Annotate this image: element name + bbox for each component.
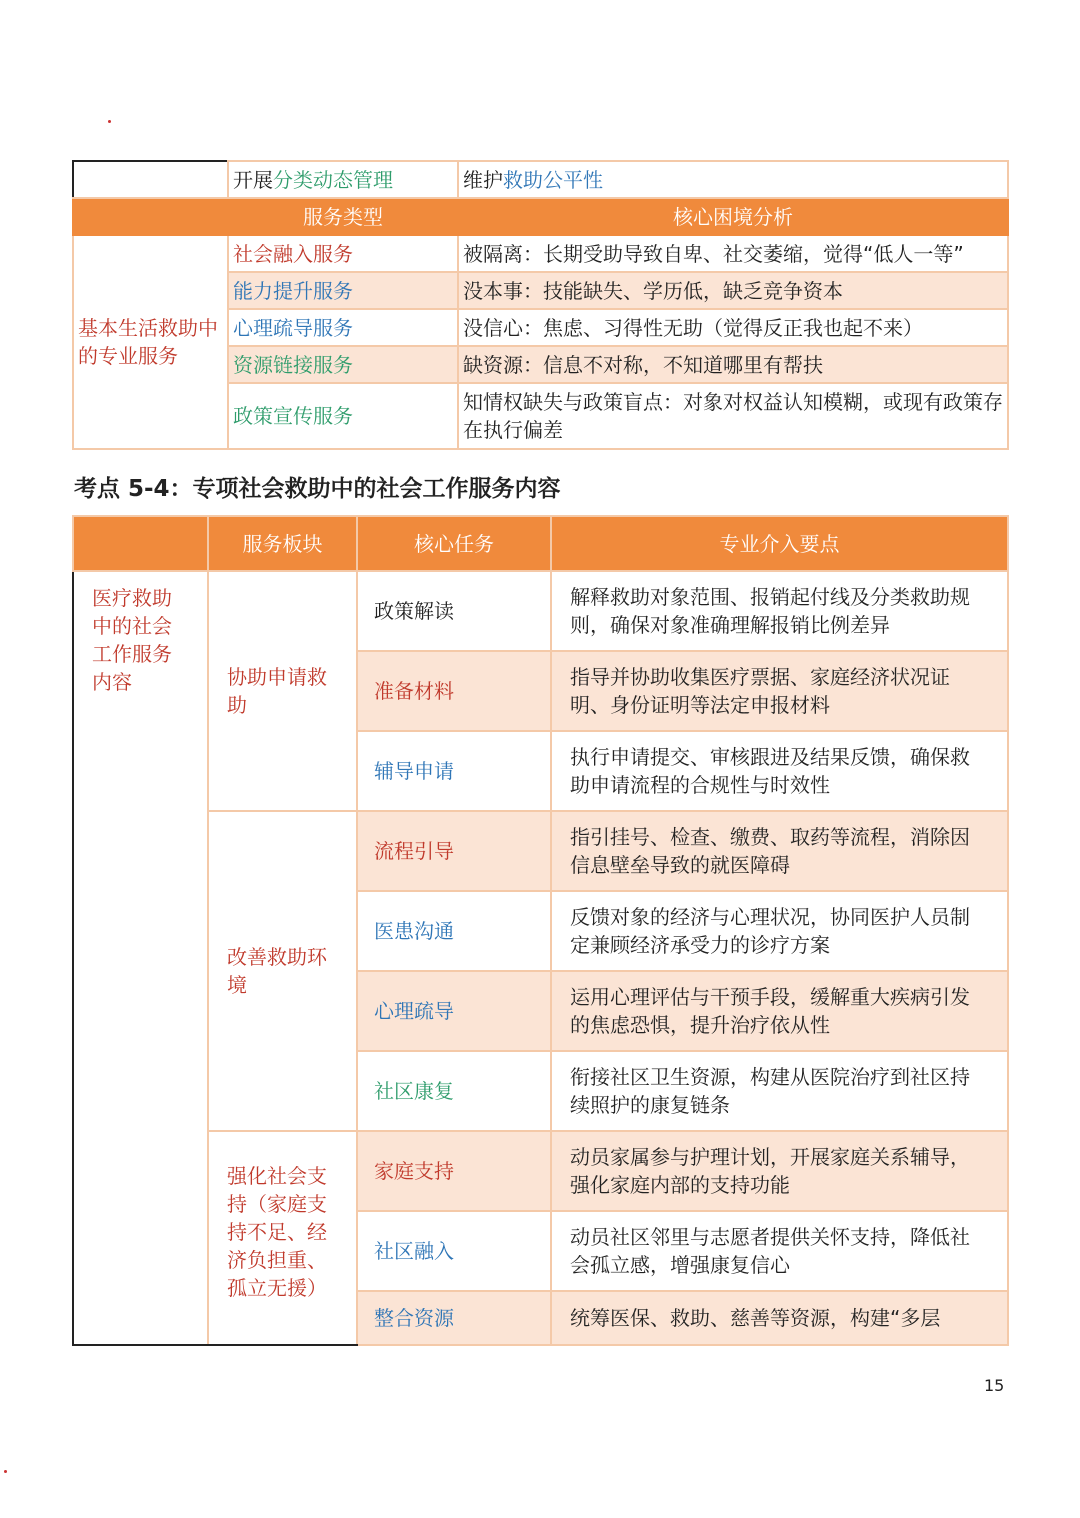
task-cell: 政策解读 xyxy=(357,571,551,651)
page-number: 15 xyxy=(984,1376,1005,1395)
task-cell: 流程引导 xyxy=(357,811,551,891)
service-cell: 社会融入服务 xyxy=(228,235,458,272)
point-cell: 指引挂号、检查、缴费、取药等流程，消除因信息壁垒导致的就医障碍 xyxy=(551,811,1008,891)
task-cell: 医患沟通 xyxy=(357,891,551,971)
table-header xyxy=(73,198,1008,235)
analysis-cell: 没本事：技能缺失、学历低，缺乏竞争资本 xyxy=(458,272,1008,309)
top-cell-fairness xyxy=(458,161,1008,198)
header-service-type: 服务类型 xyxy=(228,198,458,235)
point-cell: 指导并协助收集医疗票据、家庭经济状况证明、身份证明等法定申报材料 xyxy=(551,651,1008,731)
analysis-cell: 知情权缺失与政策盲点：对象对权益认知模糊，或现有政策存在执行偏差 xyxy=(458,383,1008,449)
analysis-cell: 缺资源：信息不对称，不知道哪里有帮扶 xyxy=(458,346,1008,383)
table-row xyxy=(73,161,1008,198)
service-cell: 心理疏导服务 xyxy=(228,309,458,346)
task-cell: 社区康复 xyxy=(357,1051,551,1131)
table-header xyxy=(73,516,1008,571)
text: 开展 xyxy=(233,167,273,192)
header-key-points: 专业介入要点 xyxy=(551,516,1008,571)
service-cell: 政策宣传服务 xyxy=(228,383,458,449)
point-cell: 运用心理评估与干预手段，缓解重大疾病引发的焦虑恐惧，提升治疗依从性 xyxy=(551,971,1008,1051)
task-cell: 社区融入 xyxy=(357,1211,551,1291)
task-cell: 准备材料 xyxy=(357,651,551,731)
point-cell: 执行申请提交、审核跟进及结果反馈，确保救助申请流程的合规性与时效性 xyxy=(551,731,1008,811)
section-heading: 考点 5-4：专项社会救助中的社会工作服务内容 xyxy=(74,476,561,502)
table-row xyxy=(73,811,1008,891)
task-cell: 家庭支持 xyxy=(357,1131,551,1211)
highlight-text: 救助公平性 xyxy=(503,167,603,192)
task-cell: 整合资源 xyxy=(357,1291,551,1345)
point-cell: 统筹医保、救助、慈善等资源，构建“多层 xyxy=(551,1291,1008,1345)
service-cell: 能力提升服务 xyxy=(228,272,458,309)
table-row xyxy=(73,235,1008,272)
service-type-table xyxy=(72,160,1009,450)
point-cell: 动员家属参与护理计划，开展家庭关系辅导，强化家庭内部的支持功能 xyxy=(551,1131,1008,1211)
category-cell: 基本生活救助中的专业服务 xyxy=(73,235,228,449)
table-row xyxy=(73,571,1008,651)
block-cell: 强化社会支持（家庭支持不足、经济负担重、孤立无援） xyxy=(208,1131,357,1345)
header-core-task: 核心任务 xyxy=(357,516,551,571)
category-cell: 医疗救助中的社会工作服务内容 xyxy=(73,571,208,1345)
top-cell-manage xyxy=(228,161,458,198)
decorative-dot xyxy=(4,1470,7,1473)
table-row xyxy=(73,1131,1008,1211)
block-cell: 改善救助环境 xyxy=(208,811,357,1131)
point-cell: 动员社区邻里与志愿者提供关怀支持，降低社会孤立感，增强康复信心 xyxy=(551,1211,1008,1291)
header-empty xyxy=(73,198,228,235)
block-cell: 协助申请救助 xyxy=(208,571,357,811)
header-core-analysis: 核心困境分析 xyxy=(458,198,1008,235)
empty-cell xyxy=(73,161,228,198)
point-cell: 解释救助对象范围、报销起付线及分类救助规则，确保对象准确理解报销比例差异 xyxy=(551,571,1008,651)
header-service-block: 服务板块 xyxy=(208,516,357,571)
header-empty xyxy=(73,516,208,571)
task-cell: 辅导申请 xyxy=(357,731,551,811)
highlight-text: 分类动态管理 xyxy=(273,167,393,192)
decorative-dot xyxy=(108,120,111,123)
point-cell: 反馈对象的经济与心理状况，协同医护人员制定兼顾经济承受力的诊疗方案 xyxy=(551,891,1008,971)
service-cell: 资源链接服务 xyxy=(228,346,458,383)
analysis-cell: 被隔离：长期受助导致自卑、社交萎缩，觉得“低人一等” xyxy=(458,235,1008,272)
medical-aid-table xyxy=(72,515,1009,1346)
point-cell: 衔接社区卫生资源，构建从医院治疗到社区持续照护的康复链条 xyxy=(551,1051,1008,1131)
analysis-cell: 没信心：焦虑、习得性无助（觉得反正我也起不来） xyxy=(458,309,1008,346)
task-cell: 心理疏导 xyxy=(357,971,551,1051)
text: 维护 xyxy=(463,167,503,192)
